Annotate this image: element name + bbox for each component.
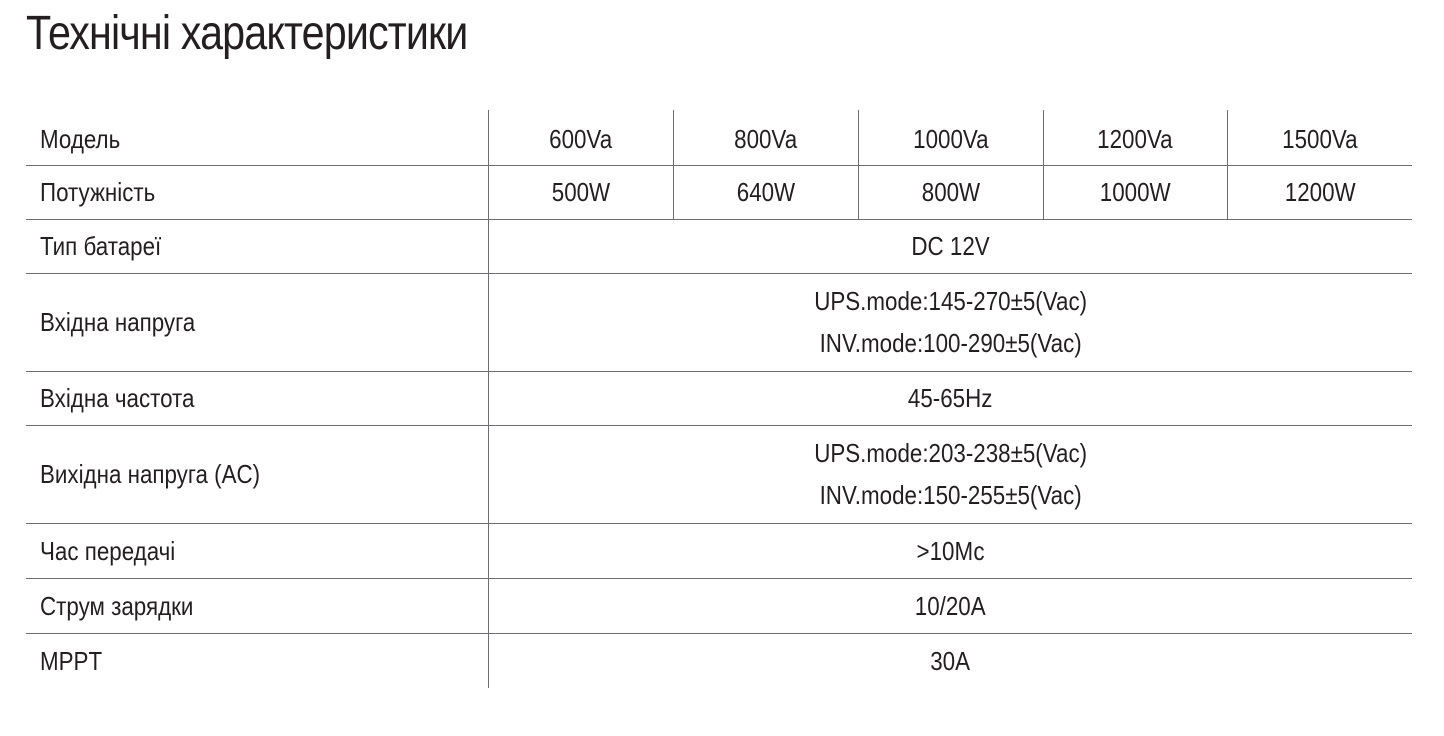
transfer-time-label: Час передачі (40, 535, 176, 566)
table-cell (488, 219, 1412, 273)
table-row-input-frequency (26, 371, 1412, 425)
table-row-battery-type (26, 219, 1412, 273)
row-label (26, 165, 488, 219)
table-cell (488, 273, 1412, 371)
input-voltage-ups-mode: UPS.mode:145-270±5(Vac) (813, 286, 1087, 316)
table-cell (488, 425, 1412, 523)
table-cell (1227, 165, 1412, 219)
transfer-time-value: >10Мс (916, 535, 985, 566)
output-voltage-values (814, 432, 1087, 516)
model-label: Модель (40, 124, 121, 155)
table-cell (488, 165, 673, 219)
mppt-value: 30A (930, 645, 971, 676)
charge-current-value: 10/20A (914, 590, 986, 621)
row-label (26, 219, 488, 273)
table-cell (858, 110, 1043, 165)
row-label (26, 273, 488, 371)
model-value: 1200Va (1097, 124, 1173, 155)
table-row-transfer-time (26, 523, 1412, 578)
input-voltage-values (814, 280, 1087, 364)
battery-type-label: Тип батареї (40, 231, 162, 261)
table-row-input-voltage (26, 273, 1412, 371)
model-value: 600Va (548, 124, 612, 155)
model-value: 1500Va (1282, 124, 1358, 155)
battery-type-value: DC 12V (911, 231, 990, 261)
table-cell (1227, 110, 1412, 165)
input-voltage-inv-mode: INV.mode:100-290±5(Vac) (819, 328, 1082, 358)
power-value: 1000W (1099, 177, 1171, 207)
table-cell (488, 371, 1412, 425)
row-label (26, 523, 488, 578)
row-label (26, 633, 488, 688)
row-label (26, 110, 488, 165)
output-voltage-label: Вихідна напруга (AC) (40, 459, 261, 489)
output-voltage-ups-mode: UPS.mode:203-238±5(Vac) (813, 438, 1087, 468)
input-frequency-label: Вхідна частота (40, 383, 195, 413)
table-row-model (26, 110, 1412, 165)
power-value: 1200W (1284, 177, 1356, 207)
table-row-output-voltage (26, 425, 1412, 523)
power-value: 640W (736, 177, 795, 207)
mppt-label: MPPT (40, 645, 103, 676)
table-cell (1043, 165, 1227, 219)
model-value: 800Va (733, 124, 797, 155)
table-cell (488, 578, 1412, 633)
row-label (26, 425, 488, 523)
table-row-mppt (26, 633, 1412, 688)
spec-table (26, 110, 1412, 688)
table-cell (673, 110, 858, 165)
page-title: Технічні характеристики (26, 7, 468, 60)
charge-current-label: Струм зарядки (40, 590, 194, 621)
output-voltage-inv-mode: INV.mode:150-255±5(Vac) (819, 480, 1082, 510)
table-cell (488, 523, 1412, 578)
table-row-power (26, 165, 1412, 219)
row-label (26, 371, 488, 425)
table-cell (488, 633, 1412, 688)
input-frequency-value: 45-65Hz (907, 383, 993, 413)
power-label: Потужність (40, 177, 156, 207)
table-cell (488, 110, 673, 165)
input-voltage-label: Вхідна напруга (40, 307, 196, 337)
power-value: 800W (921, 177, 980, 207)
table-row-charge-current (26, 578, 1412, 633)
row-label (26, 578, 488, 633)
table-cell (673, 165, 858, 219)
model-value: 1000Va (912, 124, 989, 155)
table-cell (1043, 110, 1227, 165)
table-cell (858, 165, 1043, 219)
power-value: 500W (551, 177, 610, 207)
